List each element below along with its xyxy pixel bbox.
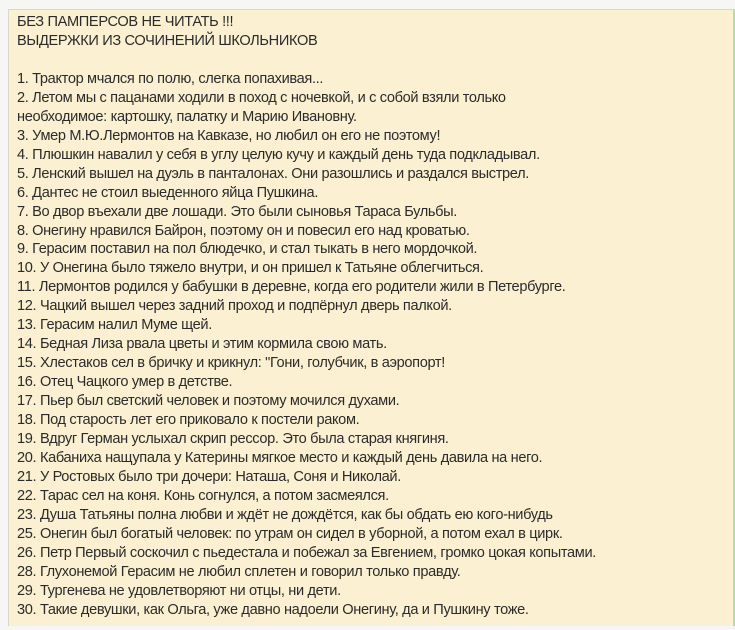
list-item: 21. У Ростовых было три дочери: Наташа, Соня и Николай. [17,468,401,485]
list-item: 30. Такие девушки, как Ольга, уже давно надоели Онегину, да и Пушкину тоже. [17,601,529,618]
quote-list [17,70,596,620]
list-item: 2. Летом мы с пацанами ходили в поход с ночевкой, и с собой взяли только [17,89,506,106]
list-item: 12. Чацкий вышел через задний проход и подпёрнул дверь палкой. [17,298,452,315]
list-item: 19. Вдруг Герман услыхал скрип рессор. Это была старая княгиня. [17,431,449,448]
list-item: 1. Трактор мчался по полю, слегка попахивая... [17,70,324,87]
list-item: 20. Кабаниха нащупала у Катерины мягкое место и каждый день давила на него. [17,449,543,466]
list-item: 17. Пьер был светский человек и поэтому мочился духами. [17,393,400,410]
list-item: 22. Тарас сел на коня. Конь согнулся, а потом засмеялся. [17,487,389,504]
list-item: 26. Петр Первый соскочил с пьедестала и побежал за Евгением, громко цокая копытами. [17,544,596,561]
list-item: 3. Умер М.Ю.Лермонтов на Кавказе, но любил он его не поэтому! [17,127,441,144]
blank-line [17,51,596,70]
list-item: 7. Во двор въехали две лошади. Это были сыновья Тараса Бульбы. [17,203,458,220]
list-item: 23. Душа Татьяны полна любви и ждёт не дождётся, как бы обдать ею кого-нибудь [17,506,553,523]
list-item: 13. Герасим налил Муме щей. [17,317,212,334]
list-item: 4. Плюшкин навалил у себя в углу целую кучу и каждый день туда подкладывал. [17,146,540,163]
list-item: необходимое: картошку, палатку и Марию Ивановну. [17,108,357,125]
list-item: 9. Герасим поставил на пол блюдечко, и стал тыкать в него мордочкой. [17,241,478,258]
list-item: 10. У Онегина было тяжело внутри, и он пришел к Татьяне облегчиться. [17,260,484,277]
list-item: 28. Глухонемой Герасим не любил сплетен и говорил только правду. [17,563,461,580]
list-item: 25. Онегин был богатый человек: по утрам он сидел в уборной, а потом ехал в цирк. [17,525,563,542]
list-item: 16. Отец Чацкого умер в детстве. [17,374,233,391]
list-item: 15. Хлестаков сел в бричку и крикнул: "Гони, голубчик, в аэропорт! [17,355,445,372]
post-title-line-1: БЕЗ ПАМПЕРСОВ НЕ ЧИТАТЬ !!! [17,14,234,30]
list-item: 18. Под старость лет его приковало к постели раком. [17,412,360,429]
post-title-line-2: ВЫДЕРЖКИ ИЗ СОЧИНЕНИЙ ШКОЛЬНИКОВ [17,32,318,49]
list-item: 5. Ленский вышел на дуэль в панталонах. Они разошлись и раздался выстрел. [17,165,529,182]
post-text [17,13,596,620]
post-panel [8,9,735,626]
list-item: 11. Лермонтов родился у бабушки в деревне, когда его родители жили в Петербурге. [17,279,566,296]
list-item: 8. Онегину нравился Байрон, поэтому он и повесил его над кроватью. [17,222,470,239]
list-item: 29. Тургенева не удовлетворяют ни отцы, ни дети. [17,582,341,599]
list-item: 6. Дантес не стоил выеденного яйца Пушкина. [17,184,319,201]
list-item: 14. Бедная Лиза рвала цветы и этим кормила свою мать. [17,336,387,353]
